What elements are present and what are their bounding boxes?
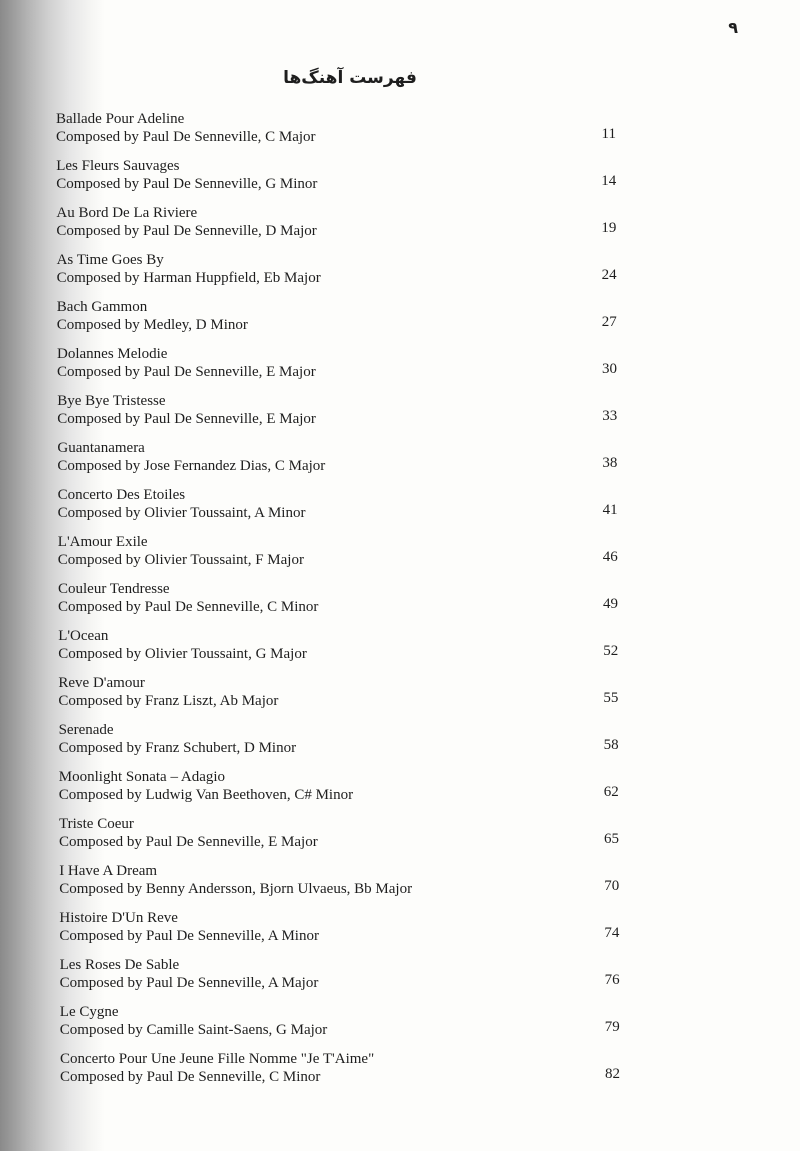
page-number: ٩: [728, 18, 738, 37]
entry-page-number: 82: [605, 1066, 620, 1082]
entry-title: Bach Gammon: [56, 299, 148, 315]
entry-title: L'Amour Exile: [57, 534, 148, 550]
entry-page-number: 41: [602, 502, 618, 518]
toc-entry: [56, 157, 616, 204]
entry-title: Les Roses De Sable: [59, 957, 180, 973]
entry-page-number: 24: [601, 267, 617, 283]
entry-composer: Composed by Olivier Toussaint, A Minor: [57, 505, 306, 521]
toc-title: فهرست آهنگ‌ها: [283, 68, 417, 88]
toc-entry: [60, 956, 620, 1003]
entry-title: As Time Goes By: [56, 252, 164, 268]
entry-title: L'Ocean: [58, 628, 109, 644]
entry-composer: Composed by Paul De Senneville, E Major: [59, 834, 318, 850]
entry-title: Reve D'amour: [58, 675, 145, 691]
entry-page-number: 33: [602, 408, 618, 424]
entry-composer: Composed by Benny Andersson, Bjorn Ulvaeus, Bb Major: [59, 881, 413, 897]
entry-title: Le Cygne: [59, 1004, 119, 1020]
entry-page-number: 52: [603, 643, 619, 659]
entry-page-number: 79: [604, 1019, 620, 1035]
entry-composer: Composed by Paul De Senneville, D Major: [56, 223, 317, 239]
entry-title: Ballade Pour Adeline: [56, 111, 185, 127]
entry-page-number: 11: [601, 126, 616, 142]
entry-page-number: 46: [602, 549, 618, 565]
entry-page-number: 65: [604, 831, 619, 847]
toc-entry: [57, 298, 617, 345]
toc-entry: [60, 1050, 620, 1097]
toc-entry: [59, 721, 619, 768]
entry-composer: Composed by Ludwig Van Beethoven, C# Minor: [58, 787, 354, 803]
entry-composer: Composed by Harman Huppfield, Eb Major: [56, 270, 321, 286]
entry-composer: Composed by Olivier Toussaint, F Major: [57, 552, 304, 568]
toc-entry: [56, 110, 616, 157]
toc-entry: [59, 815, 619, 862]
toc-entry: [57, 392, 617, 439]
entry-composer: Composed by Paul De Senneville, G Minor: [56, 176, 318, 192]
entry-title: Les Fleurs Sauvages: [56, 158, 180, 174]
toc-entry: [58, 533, 618, 580]
entry-title: Couleur Tendresse: [58, 581, 170, 597]
entry-page-number: 62: [603, 784, 619, 800]
entry-title: I Have A Dream: [59, 863, 158, 879]
toc-entry: [58, 580, 618, 627]
entry-composer: Composed by Paul De Senneville, A Minor: [59, 928, 319, 944]
entry-title: Dolannes Melodie: [57, 346, 168, 362]
entry-composer: Composed by Paul De Senneville, C Minor: [58, 599, 319, 615]
entry-page-number: 19: [601, 220, 617, 236]
entry-title: Triste Coeur: [59, 816, 134, 832]
entry-page-number: 74: [604, 925, 620, 941]
entry-composer: Composed by Paul De Senneville, A Major: [59, 975, 319, 991]
entry-title: Guantanamera: [57, 440, 145, 456]
entry-title: Concerto Des Etoiles: [57, 487, 186, 503]
entry-page-number: 70: [604, 878, 620, 894]
entry-composer: Composed by Medley, D Minor: [56, 317, 248, 333]
toc-entry: [58, 674, 618, 721]
toc-entry: [59, 862, 619, 909]
toc-entry: [57, 345, 617, 392]
entry-title: Au Bord De La Riviere: [56, 205, 198, 221]
entry-page-number: 58: [603, 737, 619, 753]
toc-entry: [58, 627, 618, 674]
entry-page-number: 30: [602, 361, 617, 377]
entry-title: Moonlight Sonata – Adagio: [58, 769, 226, 785]
entry-page-number: 38: [602, 455, 618, 471]
entry-title: Bye Bye Tristesse: [57, 393, 166, 409]
toc-entry: [59, 768, 619, 815]
entry-title: Concerto Pour Une Jeune Fille Nomme "Je T'Aime": [60, 1051, 375, 1067]
entry-title: Serenade: [58, 722, 114, 738]
entry-page-number: 55: [603, 690, 619, 706]
entry-composer: Composed by Paul De Senneville, E Major: [57, 364, 316, 380]
entry-page-number: 14: [601, 173, 617, 189]
toc-list: [56, 110, 620, 1097]
entry-composer: Composed by Franz Liszt, Ab Major: [58, 693, 279, 709]
toc-entry: [59, 909, 619, 956]
entry-composer: Composed by Camille Saint-Saens, G Major: [59, 1022, 328, 1038]
entry-composer: Composed by Olivier Toussaint, G Major: [58, 646, 307, 662]
entry-title: Histoire D'Un Reve: [59, 910, 178, 926]
entry-composer: Composed by Franz Schubert, D Minor: [58, 740, 297, 756]
toc-entry: [57, 251, 617, 298]
toc-entry: [60, 1003, 620, 1050]
toc-entry: [58, 486, 618, 533]
entry-composer: Composed by Jose Fernandez Dias, C Major: [57, 458, 326, 474]
toc-entry: [56, 204, 616, 251]
entry-page-number: 49: [603, 596, 618, 612]
entry-page-number: 27: [601, 314, 617, 330]
entry-page-number: 76: [604, 972, 620, 988]
entry-composer: Composed by Paul De Senneville, C Major: [56, 129, 316, 145]
entry-composer: Composed by Paul De Senneville, E Major: [57, 411, 316, 427]
toc-entry: [57, 439, 617, 486]
entry-composer: Composed by Paul De Senneville, C Minor: [60, 1069, 321, 1085]
